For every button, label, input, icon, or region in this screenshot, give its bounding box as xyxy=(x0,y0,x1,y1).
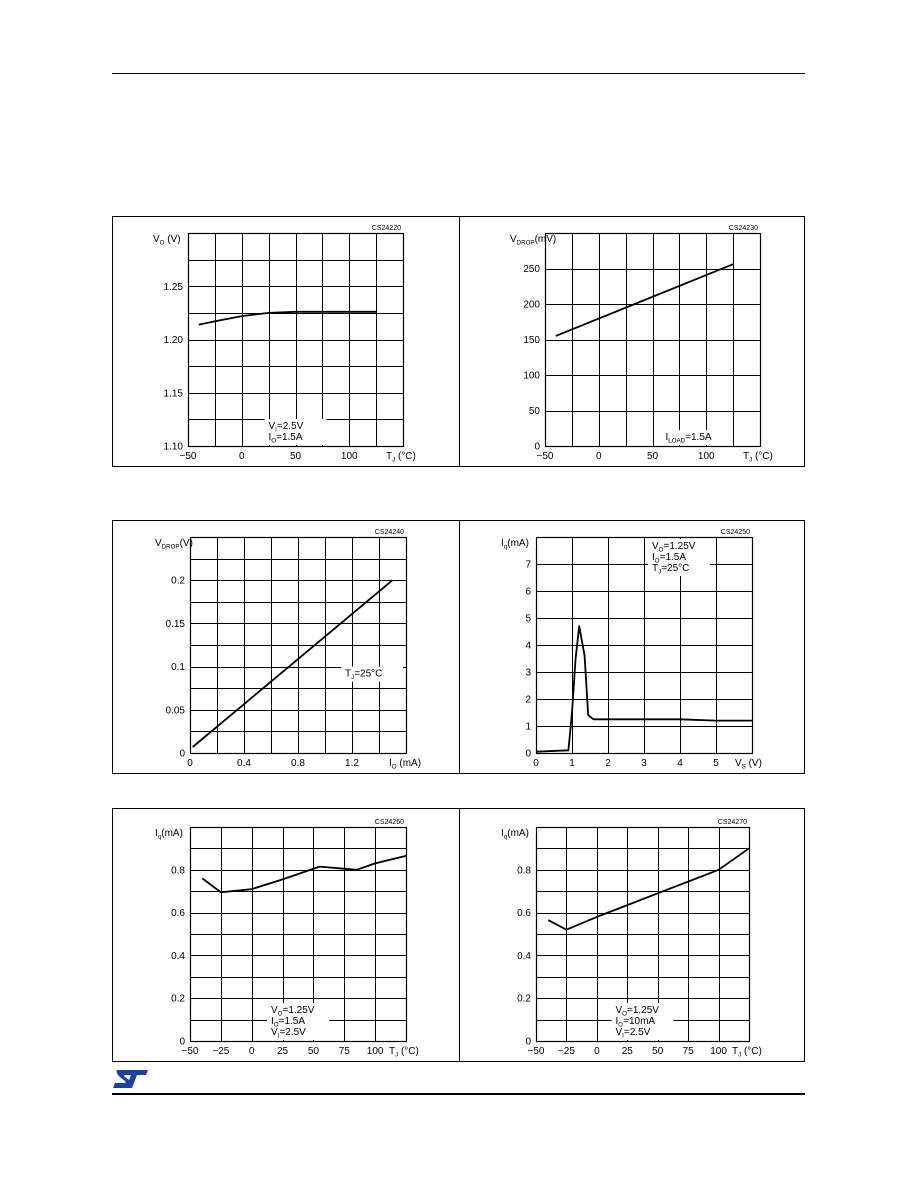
chart-svg xyxy=(458,216,805,467)
y-tick-label: 50 xyxy=(528,406,540,417)
y-tick-label: 0.6 xyxy=(171,908,185,920)
grid xyxy=(545,233,761,447)
x-tick-label: 75 xyxy=(338,1046,350,1057)
y-tick-label: 1.10 xyxy=(163,441,183,453)
chart-output-voltage-vs-temperature xyxy=(112,216,458,467)
x-axis-label: $V_S$ (V) xyxy=(735,758,762,771)
x-tick-label: 100 xyxy=(697,451,715,462)
y-tick-label: 0.2 xyxy=(171,575,185,587)
annotation-line: $V_I=2.5V$ xyxy=(615,1027,651,1040)
x-axis-label: $T_J$ (°C) xyxy=(386,451,416,464)
annotation-box xyxy=(662,430,724,445)
y-tick-label: 0.6 xyxy=(517,908,531,920)
annotation-line: $I_O=10mA$ xyxy=(615,1016,656,1029)
series-line xyxy=(193,580,393,747)
y-tick-label: 0 xyxy=(525,1036,531,1048)
annotation-line: $V_O=1.25V$ xyxy=(271,1005,315,1018)
x-tick-label: 5 xyxy=(713,758,719,769)
x-tick-label: 25 xyxy=(277,1046,289,1057)
x-tick-label: 2 xyxy=(605,758,611,769)
annotation-box xyxy=(612,1003,674,1040)
y-tick-label: 3 xyxy=(525,667,531,679)
figure-code-label: CS24240 xyxy=(374,529,404,536)
y-tick-label: 0 xyxy=(525,748,531,760)
x-tick-label: −25 xyxy=(212,1046,230,1057)
x-tick-label: 4 xyxy=(677,758,683,769)
annotation-line: $I_O=1.5A$ xyxy=(271,1016,306,1029)
y-axis-label: $V_{DROP}(mV)$ xyxy=(510,234,557,247)
footer-rule xyxy=(112,1093,805,1095)
y-axis-label: $I_q(mA)$ xyxy=(501,538,529,551)
chart-quiescent-current-vs-temperature-2 xyxy=(458,808,805,1062)
x-tick-label: 50 xyxy=(289,451,302,462)
y-axis-label: $I_q(mA)$ xyxy=(501,828,529,841)
chart-quiescent-current-vs-supply-voltage xyxy=(458,520,805,774)
annotation-line: $T_J=25^\circ C$ xyxy=(345,668,383,682)
y-tick-label: 0.05 xyxy=(165,705,185,717)
st-logo-icon xyxy=(112,1068,150,1090)
annotation-line: $T_J=25^\circ C$ xyxy=(652,563,690,576)
y-axis-label: $V_O$ (V) xyxy=(153,234,181,247)
x-tick-label: 0.8 xyxy=(291,758,305,769)
annotation-box xyxy=(265,419,327,445)
x-tick-label: 1.2 xyxy=(345,758,359,769)
x-tick-label: 50 xyxy=(652,1046,664,1057)
annotation-line: $I_O=1.5A$ xyxy=(652,552,687,565)
annotation-line: $I_{LOAD}=1.5A$ xyxy=(665,432,712,445)
grid xyxy=(188,233,404,447)
y-tick-label: 0 xyxy=(534,441,540,453)
x-tick-label: −25 xyxy=(557,1046,575,1057)
x-tick-label: 75 xyxy=(682,1046,694,1057)
x-tick-label: −50 xyxy=(536,451,554,462)
annotation-box xyxy=(267,1003,329,1040)
x-tick-label: 100 xyxy=(366,1046,384,1057)
y-tick-label: 0 xyxy=(179,748,185,760)
x-tick-label: −50 xyxy=(179,451,197,462)
annotation-line: $V_I=2.5V$ xyxy=(271,1027,306,1040)
y-tick-label: 0.4 xyxy=(171,950,185,962)
y-tick-label: 1.25 xyxy=(163,281,183,293)
chart-quiescent-current-vs-temperature-1 xyxy=(112,808,458,1062)
chart-dropout-voltage-vs-output-current xyxy=(112,520,458,774)
x-tick-label: 0 xyxy=(238,451,245,462)
chart-dropout-voltage-vs-temperature xyxy=(458,216,805,467)
series-line xyxy=(548,848,749,929)
x-tick-label: 100 xyxy=(340,451,358,462)
annotation-line: $V_I=2.5V$ xyxy=(268,421,304,434)
annotation-line: $I_O=1.5A$ xyxy=(268,432,303,445)
x-axis-label: $T_J$ (°C) xyxy=(389,1046,419,1059)
annotation-line: $V_O=1.25V$ xyxy=(615,1005,659,1018)
x-tick-label: −50 xyxy=(527,1046,545,1057)
y-tick-label: 0.15 xyxy=(165,618,185,630)
x-tick-label: 50 xyxy=(307,1046,319,1057)
y-tick-label: 0.2 xyxy=(517,993,531,1005)
annotation-line: $V_O=1.25V$ xyxy=(652,541,696,554)
st-logo xyxy=(112,1068,150,1090)
figure-code-label: CS24220 xyxy=(371,225,401,232)
x-tick-label: 0 xyxy=(187,758,193,769)
x-axis-label: $T_J$ (°C) xyxy=(743,451,773,464)
y-tick-label: 5 xyxy=(525,613,531,625)
y-tick-label: 100 xyxy=(523,370,540,382)
figure-code-label: CS24270 xyxy=(717,819,747,826)
x-tick-label: 0 xyxy=(594,1046,600,1057)
y-tick-label: 0 xyxy=(179,1036,185,1048)
y-tick-label: 1.15 xyxy=(163,388,183,400)
y-tick-label: 0.8 xyxy=(171,865,185,877)
y-tick-label: 7 xyxy=(525,559,531,571)
x-tick-label: 25 xyxy=(621,1046,633,1057)
x-tick-label: 0 xyxy=(248,1046,255,1057)
y-tick-label: 250 xyxy=(523,264,540,275)
y-tick-label: 0.1 xyxy=(171,662,185,674)
annotation-box xyxy=(648,539,710,576)
y-tick-label: 4 xyxy=(525,640,531,652)
x-tick-label: 1 xyxy=(569,758,575,769)
y-tick-label: 1 xyxy=(525,721,531,733)
chart-svg xyxy=(112,808,458,1062)
x-tick-label: 50 xyxy=(646,451,659,462)
y-tick-label: 200 xyxy=(523,299,540,311)
chart-svg xyxy=(112,216,458,467)
x-tick-label: 0 xyxy=(533,758,539,769)
chart-svg xyxy=(458,520,805,774)
y-tick-label: 6 xyxy=(525,586,531,598)
x-tick-label: 3 xyxy=(641,758,647,769)
figure-code-label: CS24260 xyxy=(374,819,404,826)
annotation-box xyxy=(341,667,403,682)
figure-code-label: CS24250 xyxy=(720,529,750,536)
x-axis-label: $T_J$ (°C) xyxy=(732,1046,762,1059)
figure-code-label: CS24230 xyxy=(728,225,758,232)
chart-svg xyxy=(112,520,458,774)
y-axis-label: $I_q(mA)$ xyxy=(155,828,183,841)
y-tick-label: 0.8 xyxy=(517,865,531,877)
x-tick-label: −50 xyxy=(181,1046,199,1057)
y-tick-label: 2 xyxy=(525,694,531,706)
chart-svg xyxy=(458,808,805,1062)
y-axis-label: $V_{DROP}(V)$ xyxy=(155,538,193,551)
y-tick-label: 150 xyxy=(523,335,540,346)
header-rule xyxy=(112,73,805,74)
x-axis-label: $I_O$ (mA) xyxy=(389,758,422,771)
x-tick-label: 0.4 xyxy=(237,758,251,769)
x-tick-label: 100 xyxy=(710,1046,727,1057)
y-tick-label: 0.4 xyxy=(517,950,531,962)
x-tick-label: 0 xyxy=(595,451,602,462)
y-tick-label: 1.20 xyxy=(163,335,183,346)
y-tick-label: 0.2 xyxy=(171,993,185,1005)
